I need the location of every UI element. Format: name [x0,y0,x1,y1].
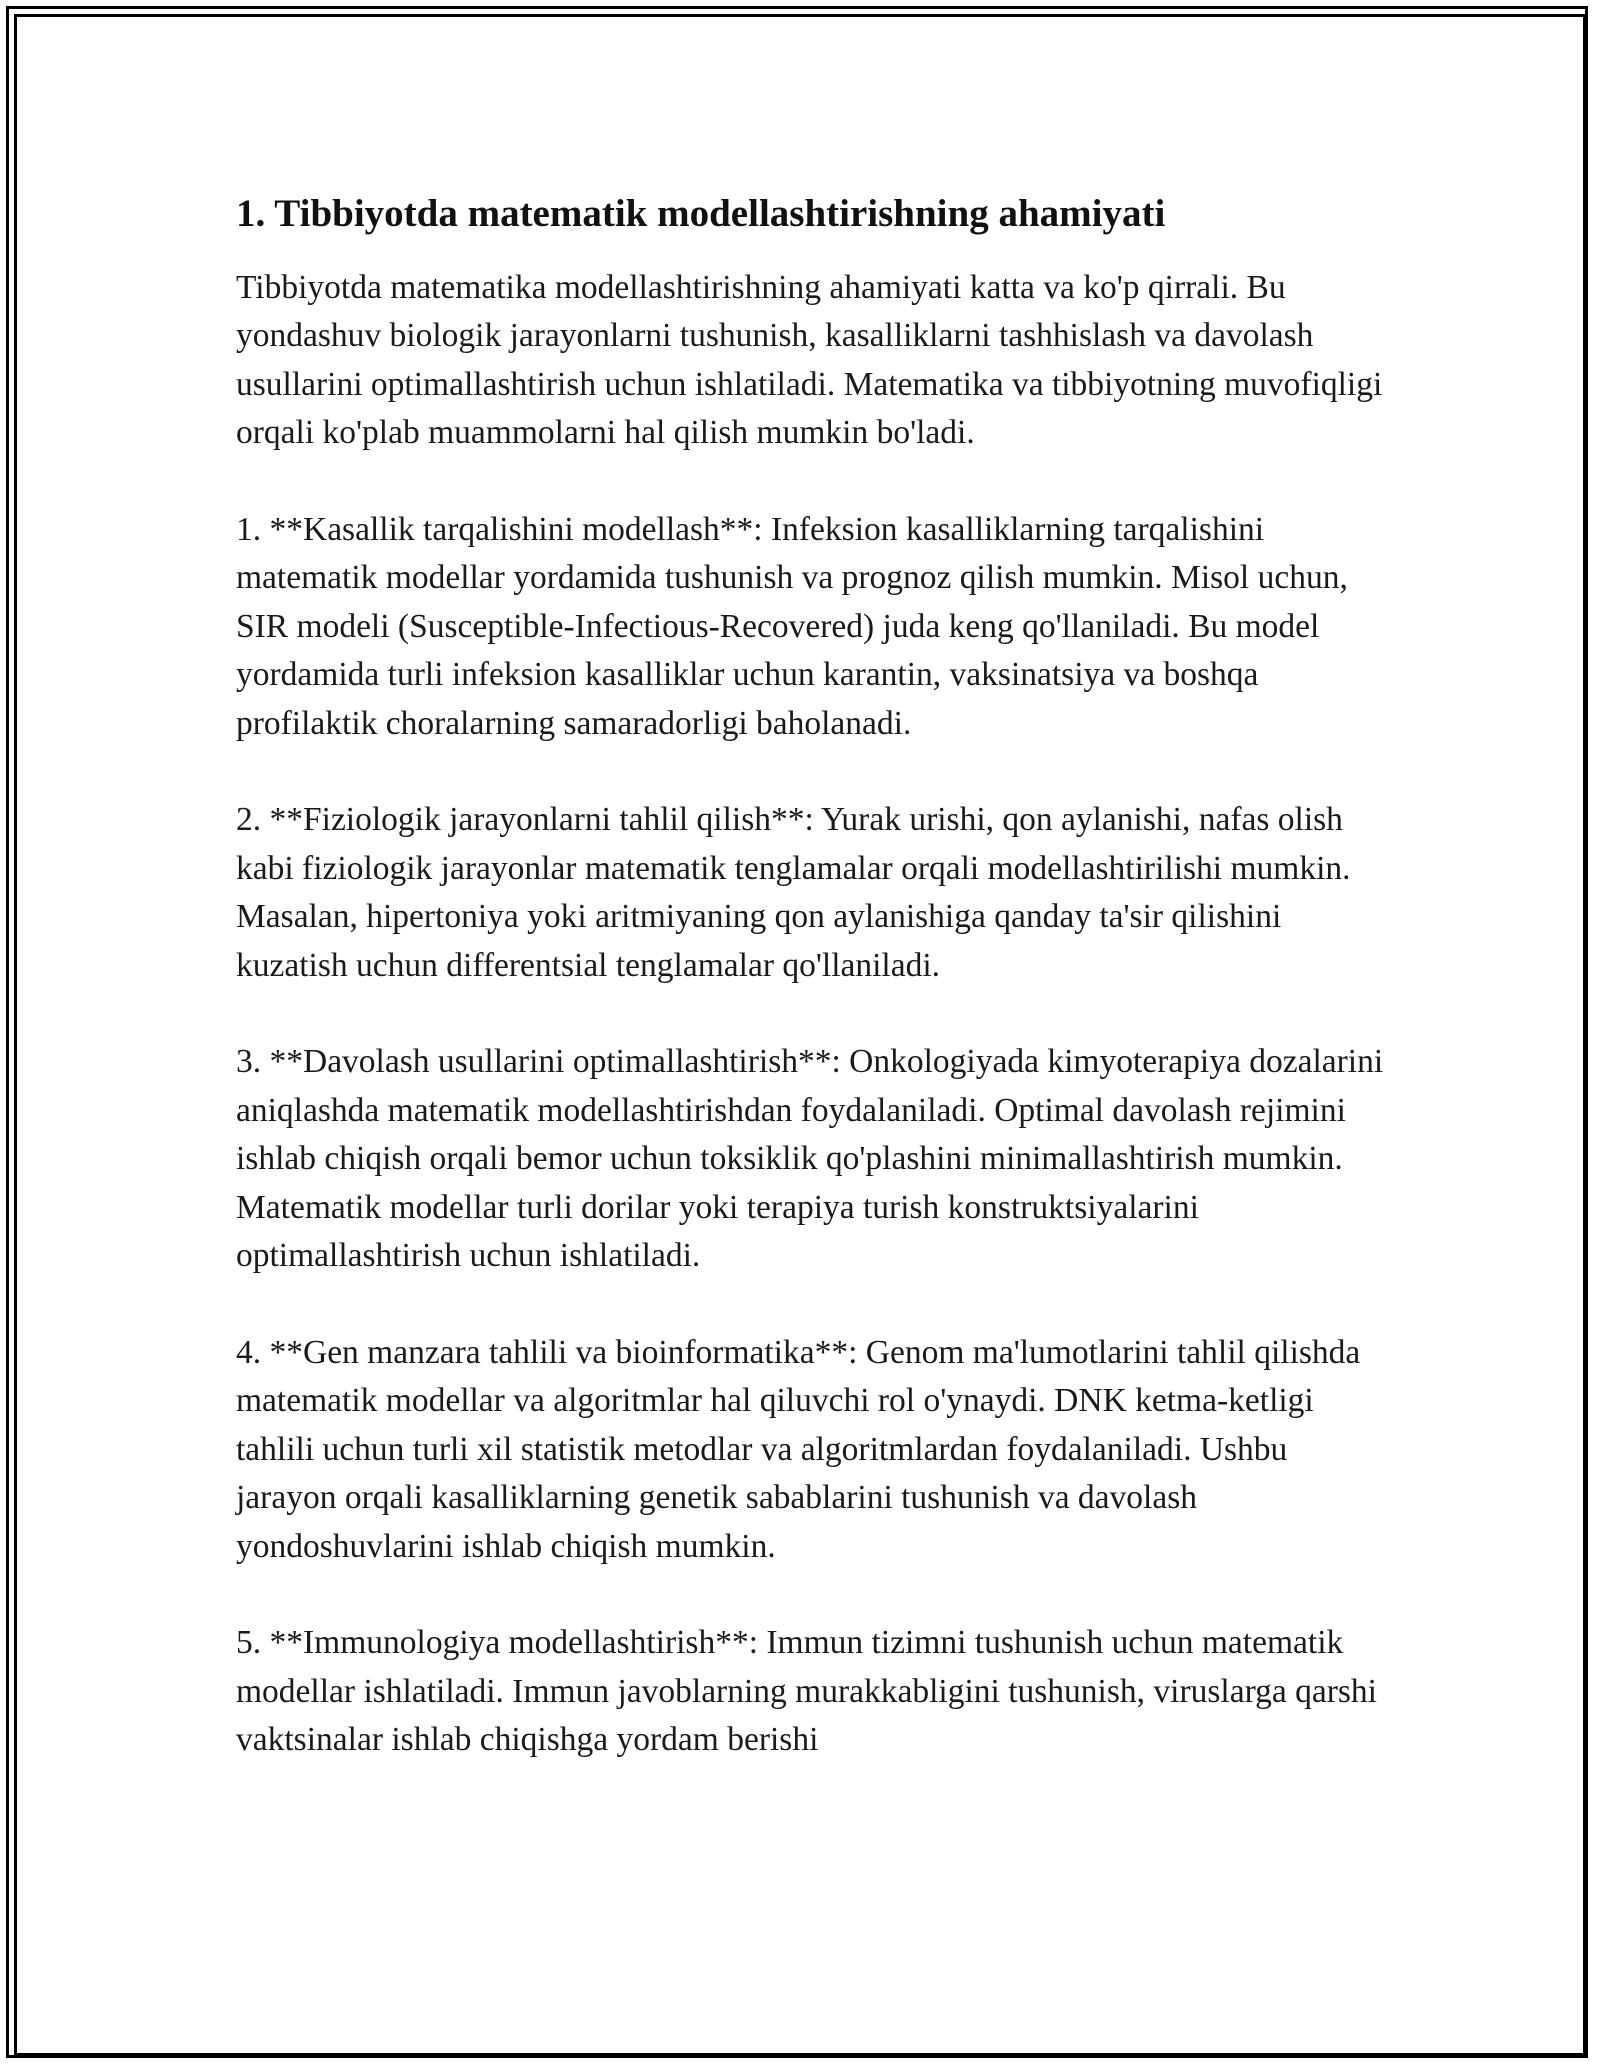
document-title: 1. Tibbiyotda matematik modellashtirishning ahamiyati [236,192,1166,235]
paragraph-item-4: 4. **Gen manzara tahlili va bioinformatika**: Genom ma'lumotlarini tahlil qilishda matematik modellar va algoritmlar hal qiluvchi rol o'ynaydi. DNK ketma-ketligi tahlili uchun turli xil statistik metodlar va algoritmlardan foydalaniladi. Ushbu jarayon orqali kasalliklarning genetik sabablarini tushunish va davolash yondoshuvlarini ishlab chiqish mumkin. [236,1333,1361,1565]
paragraph-intro: Tibbiyotda matematika modellashtirishning ahamiyati katta va ko'p qirrali. Bu yondashuv biologik jarayonlarni tushunish, kasalliklarni tashhislash va davolash usullarini optimallashtirish uchun ishlatiladi. Matematika va tibbiyotning muvofiqligi orqali ko'plab muammolarni hal qilish mumkin bo'ladi. [236,269,1383,452]
document-body [236,188,1386,1813]
paragraph-item-5: 5. **Immunologiya modellashtirish**: Immun tizimni tushunish uchun matematik modellar ishlatiladi. Immun javoblarning murakkabligini tushunish, viruslarga qarshi vaktsinalar ishlab chiqishga yordam berishi [236,1624,1377,1759]
paragraph-item-2: 2. **Fiziologik jarayonlarni tahlil qilish**: Yurak urishi, qon aylanishi, nafas olish kabi fiziologik jarayonlar matematik tenglamalar orqali modellashtirilishi mumkin. Masalan, hipertoniya yoki aritmiyaning qon aylanishiga qanday ta'sir qilishini kuzatish uchun differentsial tenglamalar qo'llaniladi. [236,801,1351,984]
paragraph-item-3: 3. **Davolash usullarini optimallashtirish**: Onkologiyada kimyoterapiya dozalarini aniqlashda matematik modellashtirishdan foydalaniladi. Optimal davolash rejimini ishlab chiqish orqali bemor uchun toksiklik qo'plashini minimallashtirish mumkin. Matematik modellar turli dorilar yoki terapiya turish konstruktsiyalarini optimallashtirish uchun ishlatiladi. [236,1043,1384,1275]
paragraph-item-1: 1. **Kasallik tarqalishini modellash**: Infeksion kasalliklarning tarqalishini matematik modellar yordamida tushunish va prognoz qilish mumkin. Misol uchun, SIR modeli (Susceptible-Infectious-Recovered) juda keng qo'llaniladi. Bu model yordamida turli infeksion kasalliklar uchun karantin, vaksinatsiya va boshqa profilaktik choralarning samaradorligi baholanadi. [236,511,1348,742]
